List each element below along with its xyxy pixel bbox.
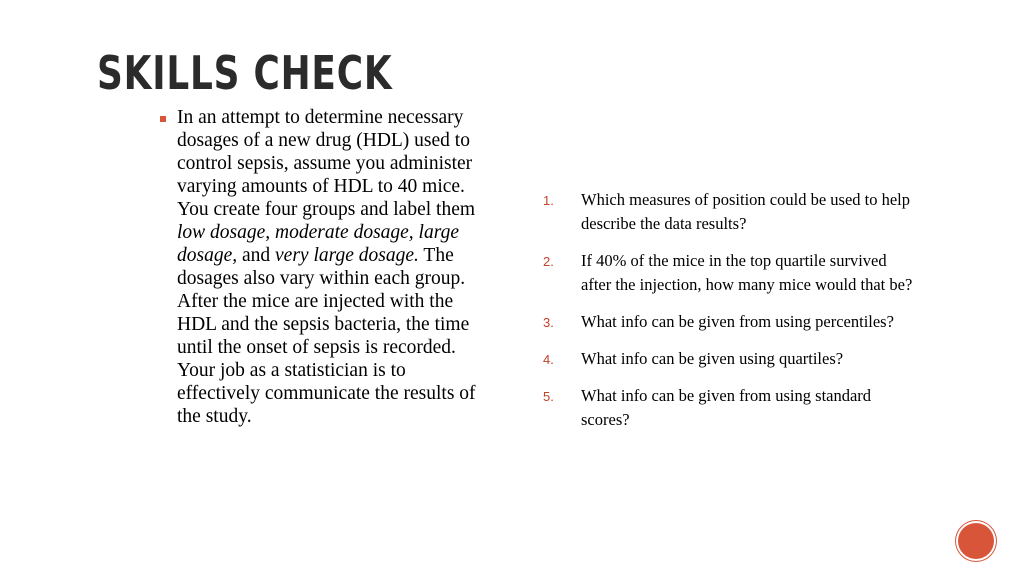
question-number: 4. [543, 352, 554, 367]
scenario-text-part-2: low dosage, moderate dosage, large dosage, [177, 222, 459, 266]
question-number: 1. [543, 193, 554, 208]
scenario-block [160, 106, 490, 428]
scenario-text [177, 106, 490, 428]
scenario-text-part-4: very large dosage. [275, 245, 419, 266]
slide-number-badge-icon [958, 523, 994, 559]
scenario-text-part-5: The dosages also vary within each group. After the mice are injected with the HDL and the sepsis bacteria, the time until the onset of sepsis is recorded. Your job as a statistician is to effectively communicate the results of the study. [177, 245, 476, 427]
question-item [540, 347, 920, 371]
square-bullet-icon [160, 116, 166, 122]
scenario-text-part-3: and [237, 245, 276, 266]
question-number: 5. [543, 389, 554, 404]
slide-title: SKILLS CHECK [97, 46, 393, 100]
question-number: 3. [543, 315, 554, 330]
question-number: 2. [543, 254, 554, 269]
question-text: What info can be given using quartiles? [581, 349, 844, 368]
question-text: What info can be given from using percentiles? [581, 312, 894, 331]
question-list [540, 188, 920, 445]
scenario-text-part-1: In an attempt to determine necessary dosages of a new drug (HDL) used to control sepsis, assume you administer varying amounts of HDL to 40 mice. You create four groups and label them [177, 107, 476, 220]
question-item [540, 249, 920, 297]
question-item [540, 310, 920, 334]
question-item [540, 384, 920, 432]
question-item [540, 188, 920, 236]
question-text: If 40% of the mice in the top quartile survived after the injection, how many mice would that be? [581, 251, 913, 294]
question-text: Which measures of position could be used to help describe the data results? [581, 190, 911, 233]
question-text: What info can be given from using standard scores? [581, 386, 872, 429]
